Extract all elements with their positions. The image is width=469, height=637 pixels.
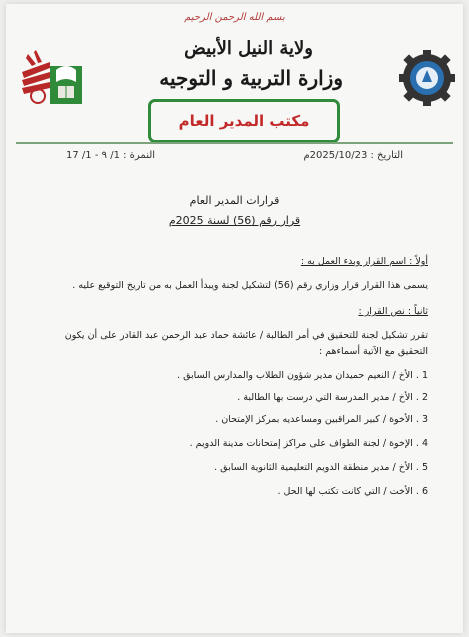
section2-heading: ثانياً : نص القرار : xyxy=(358,306,428,317)
section1-heading: أولاً : اسم القرار وبدء العمل به : xyxy=(300,256,428,267)
office-name-box xyxy=(148,99,340,143)
member-list-item: 5 . الأخ / مدير منطقة الدويم التعليمية الثانوية السابق . xyxy=(214,462,428,473)
member-list-item: 6 . الأخت / التي كانت تكتب لها الحل . xyxy=(277,486,428,497)
member-list-item: 4 . الإخوة / لجنة الطواف على مراكز إمتحانات مدينة الدويم . xyxy=(189,438,428,449)
decision-number-title: قرار رقم (56) لسنة 2025م xyxy=(168,214,301,227)
document-date: التاريخ : 2025/10/23م xyxy=(303,150,403,161)
section1-text: يسمى هذا القرار قرار وزاري رقم (56) لتشكيل لجنة ويبدأ العمل به من تاريخ التوقيع عليه . xyxy=(72,280,428,291)
section2-text-line2: التحقيق مع الآتية أسماءهم : xyxy=(319,346,428,357)
ministry-name: وزارة التربية و التوجيه xyxy=(159,66,343,90)
gear-emblem-logo xyxy=(398,46,456,110)
decision-series-title: قرارات المدير العام xyxy=(189,194,280,207)
member-list-item: 3 . الأخوة / كبير المراقبين ومساعديه بمركز الإمتحان . xyxy=(215,414,428,425)
section2-text-line1: تقرر تشكيل لجنة للتحقيق في أمر الطالبة / عائشة حماد عبد الرحمن عبد القادر على أن يكون xyxy=(64,330,428,341)
ministry-emblem-logo xyxy=(20,48,86,114)
header-divider xyxy=(16,142,453,144)
member-list-item: 1 . الأخ / النعيم حميدان مدير شؤون الطلاب والمدارس السابق . xyxy=(177,370,428,381)
document-reference-number: النمرة : 1/ ٩ - 1/ 17 xyxy=(66,150,156,161)
basmala-text: بسم الله الرحمن الرحيم xyxy=(184,12,285,23)
member-list-item: 2 . الأخ / مدير المدرسة التي درست بها الطالبة . xyxy=(237,392,428,403)
state-name: ولاية النيل الأبيض xyxy=(184,38,313,59)
document-page xyxy=(6,4,463,633)
office-name: مكتب المدير العام xyxy=(178,112,310,130)
